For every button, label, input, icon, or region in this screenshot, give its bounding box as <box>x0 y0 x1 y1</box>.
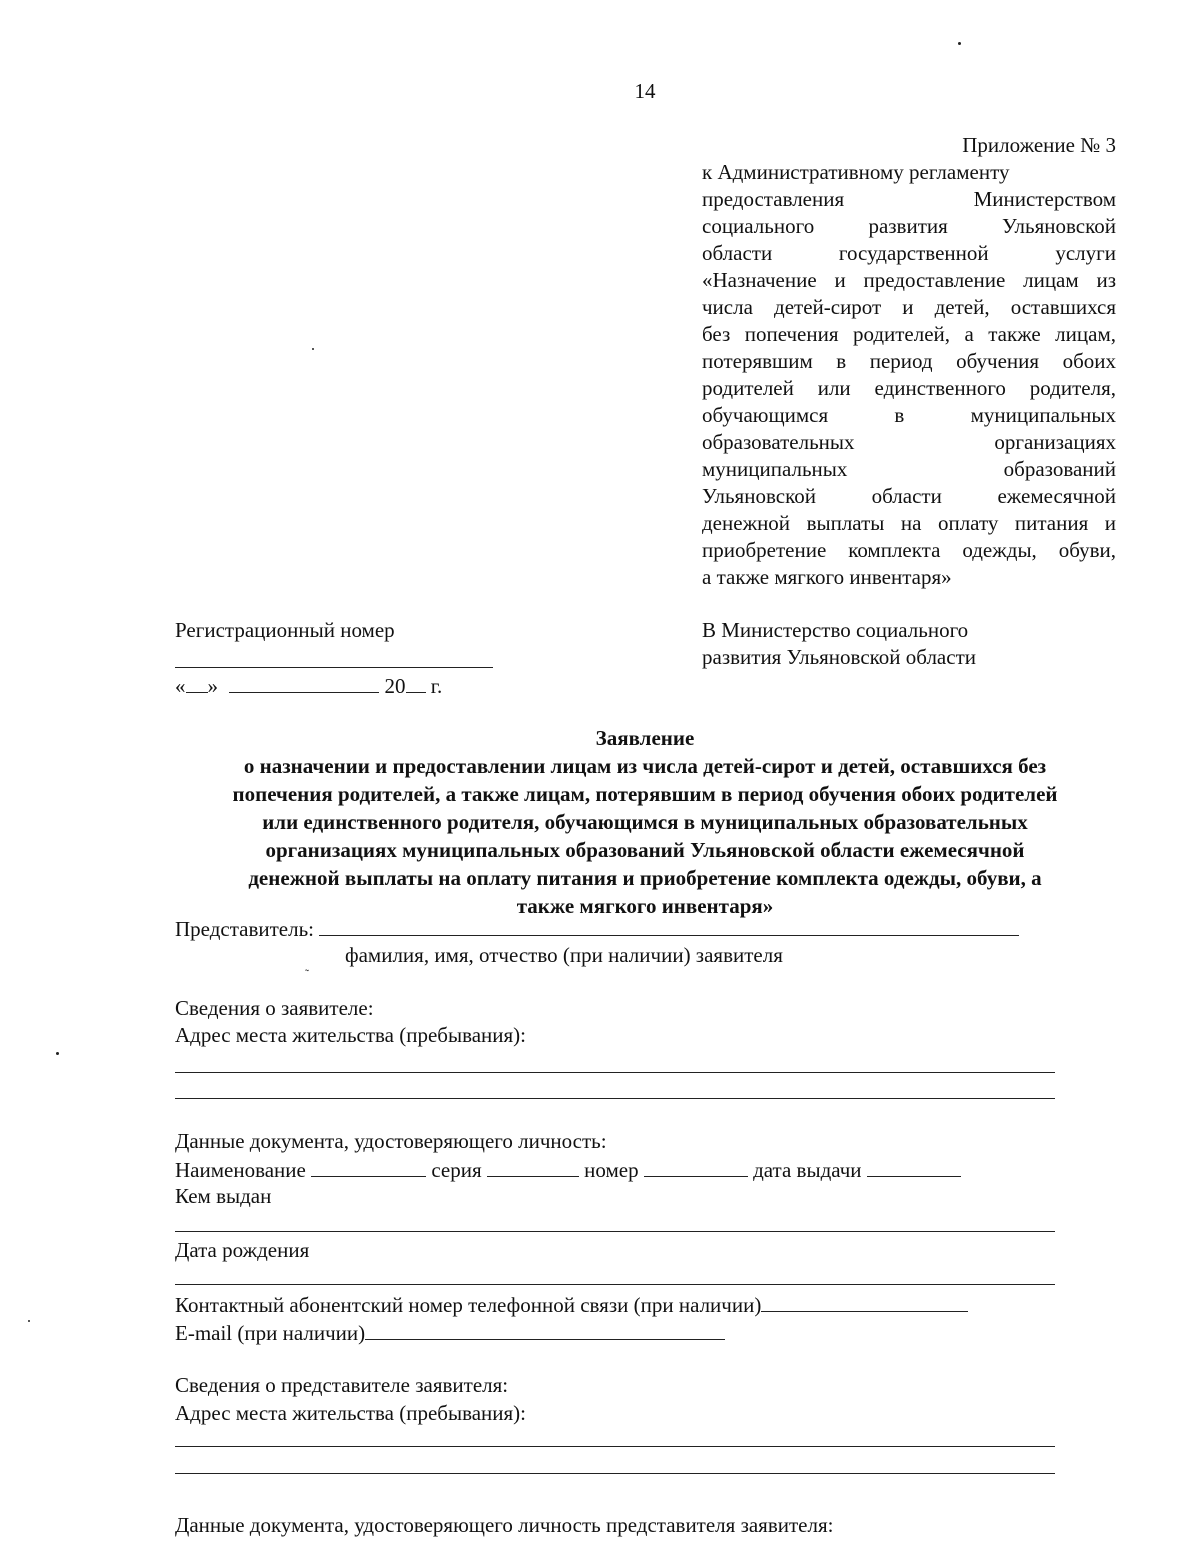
rep-id-doc-label: Данные документа, удостоверяющего личность представителя заявителя: <box>175 1513 834 1537</box>
appendix-line: Ульяновской области ежемесячной <box>702 484 1116 508</box>
email-field[interactable] <box>365 1319 725 1340</box>
appendix-line: обучающимся в муниципальных <box>702 403 1116 427</box>
applicant-id-doc-label: Данные документа, удостоверяющего личность: <box>175 1129 607 1153</box>
rep-address-field[interactable] <box>175 1446 1055 1447</box>
date-quote-close: » <box>207 674 218 698</box>
representative-label: Представитель: <box>175 917 315 941</box>
title-line: организациях муниципальных образований Ульяновской области ежемесячной <box>265 838 1025 862</box>
doc-issue-date-label: дата выдачи <box>753 1158 862 1182</box>
date-quote-open: « <box>175 674 186 698</box>
rep-address-field[interactable] <box>175 1473 1055 1474</box>
title-line: также мягкого инвентаря» <box>516 894 774 918</box>
page-number: 14 <box>634 79 656 103</box>
appendix-line: а также мягкого инвентаря» <box>702 565 952 589</box>
year-suffix: г. <box>430 674 443 698</box>
appendix-line: без попечения родителей, а также лицам, <box>702 322 1116 346</box>
scan-mark: ˷ <box>305 958 309 972</box>
addressee <box>702 617 976 671</box>
appendix-line: к Административному регламенту <box>702 160 1010 184</box>
year-prefix: 20 <box>384 674 406 698</box>
doc-series-label: серия <box>431 1158 482 1182</box>
birth-date-field[interactable] <box>175 1284 1055 1285</box>
applicant-section-title: Сведения о заявителе: <box>175 996 374 1020</box>
representative-row <box>175 915 1019 943</box>
applicant-address-label: Адрес места жительства (пребывания): <box>175 1023 527 1047</box>
applicant-id-doc-row <box>175 1156 961 1184</box>
rep-info-section-title: Сведения о представителе заявителя: <box>175 1373 509 1397</box>
date-day-field[interactable] <box>186 672 208 693</box>
scan-speck <box>958 42 961 45</box>
phone-label: Контактный абонентский номер телефонной связи (при наличии) <box>175 1293 762 1317</box>
scan-speck <box>28 1320 30 1322</box>
doc-number-field[interactable] <box>644 1156 748 1177</box>
appendix-line: родителей или единственного родителя, <box>702 376 1116 400</box>
title-line: о назначении и предоставлении лицам из числа детей-сирот и детей, оставшихся без <box>243 754 1047 778</box>
doc-series-field[interactable] <box>487 1156 579 1177</box>
birth-date-label: Дата рождения <box>175 1238 310 1262</box>
rep-address-label: Адрес места жительства (пребывания): <box>175 1401 527 1425</box>
appendix-line: области государственной услуги <box>702 241 1116 265</box>
email-label: E-mail (при наличии) <box>175 1321 366 1345</box>
applicant-address-field[interactable] <box>175 1072 1055 1073</box>
appendix-text <box>702 159 1116 591</box>
appendix-line: «Назначение и предоставление лицам из <box>702 268 1116 292</box>
doc-name-label: Наименование <box>175 1158 306 1182</box>
registration-date-row <box>175 672 442 700</box>
application-title <box>175 724 1115 920</box>
applicant-address-field[interactable] <box>175 1098 1055 1099</box>
appendix-line: денежной выплаты на оплату питания и <box>702 511 1116 535</box>
scan-speck <box>312 348 314 350</box>
appendix-number: Приложение № 3 <box>962 133 1116 157</box>
issued-by-field[interactable] <box>175 1231 1055 1232</box>
representative-hint: фамилия, имя, отчество (при наличии) заявителя <box>345 943 783 967</box>
addressee-line: развития Ульяновской области <box>702 645 976 669</box>
appendix-line: приобретение комплекта одежды, обуви, <box>702 538 1116 562</box>
email-row <box>175 1319 725 1347</box>
issued-by-label: Кем выдан <box>175 1184 272 1208</box>
appendix-line: образовательных организациях <box>702 430 1116 454</box>
title-line: денежной выплаты на оплату питания и приобретение комплекта одежды, обуви, а <box>248 866 1042 890</box>
registration-label: Регистрационный номер <box>175 618 395 642</box>
addressee-line: В Министерство социального <box>702 618 969 642</box>
phone-field[interactable] <box>761 1291 968 1312</box>
scan-speck <box>56 1052 59 1055</box>
date-year-field[interactable] <box>406 672 426 693</box>
date-month-field[interactable] <box>229 672 379 693</box>
appendix-line: числа детей-сирот и детей, оставшихся <box>702 295 1116 319</box>
appendix-line: потерявшим в период обучения обоих <box>702 349 1116 373</box>
doc-number-label: номер <box>584 1158 639 1182</box>
doc-name-field[interactable] <box>311 1156 426 1177</box>
title-line: попечения родителей, а также лицам, потерявшим в период обучения обоих родителей <box>232 782 1058 806</box>
appendix-line: предоставления Министерством <box>702 187 1116 211</box>
appendix-line: муниципальных образований <box>702 457 1116 481</box>
doc-issue-date-field[interactable] <box>867 1156 961 1177</box>
title-heading: Заявление <box>595 726 695 750</box>
appendix-line: социального развития Ульяновской <box>702 214 1116 238</box>
registration-number-field[interactable] <box>175 667 493 668</box>
phone-row <box>175 1291 968 1319</box>
representative-name-field[interactable] <box>319 915 1019 936</box>
title-line: или единственного родителя, обучающимся в муниципальных образовательных <box>262 810 1028 834</box>
